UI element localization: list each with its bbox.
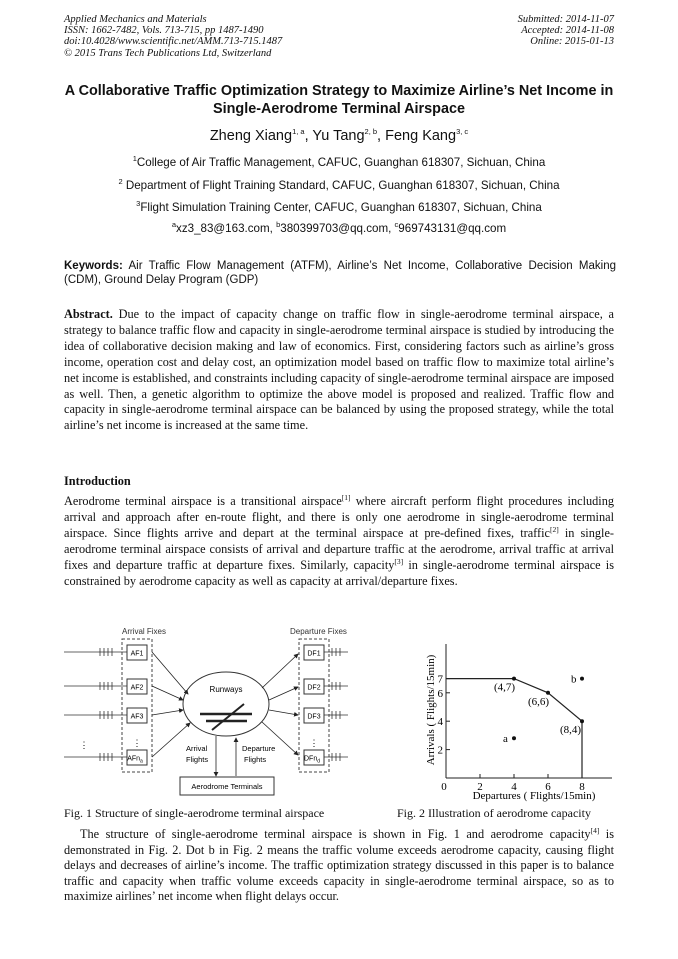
arrival-fix-box: [127, 645, 147, 660]
x-axis-label: Departures ( Flights/15min): [472, 790, 596, 802]
keywords: [64, 259, 616, 287]
email: xz3_83@163.com,: [176, 222, 277, 235]
arrival-fix-box: [127, 750, 147, 765]
email-sup: b: [276, 220, 281, 230]
departure-fix-label: DF1: [307, 650, 321, 658]
arrival-fix-label: AF2: [130, 684, 144, 692]
y-tick-label: 7: [437, 673, 443, 686]
author-sup: 2, b: [364, 127, 378, 137]
author-sup: 3, c: [456, 127, 469, 137]
online-date: Online: 2015-01-13: [530, 36, 614, 48]
departure-route-lines: [324, 648, 348, 761]
capacity-vertex: [546, 691, 550, 695]
author-name: Feng Kang: [385, 128, 457, 144]
y-axis-label: Arrivals ( Flights/15min): [425, 654, 437, 766]
departure-flights-label: Departure: [242, 744, 276, 753]
affiliation: [0, 201, 678, 214]
arrival-fix-label-text: AFn: [127, 755, 141, 763]
departure-flights-label: Flights: [244, 755, 267, 764]
email-list: [0, 222, 678, 235]
x-tick-label: 2: [477, 781, 483, 793]
affiliation: [0, 156, 678, 169]
figure-2-caption: Fig. 2 Illustration of aerodrome capacity: [397, 806, 591, 820]
runways-label: Runways: [209, 685, 243, 694]
author-list: Zheng Xiang$^{1, a}$, Yu Tang$^{2, b}$, Feng Kang$^{3, c}$: [209, 127, 469, 144]
arrival-fixes-label: Arrival Fixes: [122, 627, 167, 636]
keywords-label: Keywords:: [64, 260, 123, 272]
aerodrome-terminals-box: [180, 777, 274, 795]
arrival-fix-box: [127, 679, 147, 694]
intro-text: Aerodrome terminal airspace is a transitional airspace: [64, 494, 342, 508]
copyright: © 2015 Trans Tech Publications Ltd, Switzerland: [64, 47, 272, 59]
accepted-date: Accepted: 2014-11-08: [521, 25, 614, 37]
body-text: The structure of single-aerodrome terminal airspace is shown in Fig. 1 and aerodrome capacity: [80, 827, 591, 841]
intro-text: where aircraft perform flight procedures including arrival and approach after en-route flight, and there is only one aerodrome in single-aerodrome terminal airspace. Since flights arrive and depart at the terminal airspace at pre-defined fixes, traffic: [64, 494, 614, 540]
x-tick-label: 4: [511, 781, 517, 793]
issn: ISSN: 1662-7482, Vols. 713-715, pp 1487-1490: [64, 25, 264, 37]
body-text: is demonstrated in Fig. 2. Dot b in Fig. 2 means the traffic volume exceeds aerodrome capacity, causing flight delays and decreases of airline’s income. The traffic optimization strategy discussed in this paper is to balance traffic and capacity when traffic volume exceeds capacity in single-aerodrome terminal airspace, so as to maximize airlines’ net income when flight delays occur.: [64, 827, 614, 904]
traffic-point-label: a: [503, 733, 508, 746]
affiliation-text: College of Air Traffic Management, CAFUC, Guanghan 618307, Sichuan, China: [136, 156, 546, 169]
section-heading: Introduction: [64, 474, 131, 488]
departure-fix-label-text: DFn: [303, 755, 318, 763]
author-sup: 1, a: [292, 127, 305, 137]
departure-fix-subscript: d: [317, 758, 321, 765]
citation: [1]: [341, 492, 351, 502]
x-tick-label: 0: [441, 781, 447, 793]
author-name: Yu Tang: [312, 128, 365, 144]
body-paragraph: [64, 827, 614, 905]
figure-1-caption: Fig. 1 Structure of single-aerodrome terminal airspace: [64, 806, 325, 820]
ellipsis: ⋮: [132, 738, 142, 748]
capacity-vertex: [580, 719, 584, 723]
aerodrome-terminals-label: Aerodrome Terminals: [191, 782, 263, 791]
runways-ellipse: [183, 672, 269, 736]
capacity-vertex: [512, 677, 516, 681]
arrival-flights-label: Arrival: [186, 744, 208, 753]
vertex-label: (4,7): [494, 681, 516, 694]
author-name: Zheng Xiang: [209, 128, 293, 144]
figure-1-diagram: [64, 626, 348, 802]
traffic-point-a: [512, 736, 516, 740]
ellipsis: ⋮: [309, 738, 319, 748]
citation: [2]: [550, 524, 559, 534]
arrival-fix-label: AF3: [130, 713, 144, 721]
paper-title: A Collaborative Traffic Optimization Strategy to Maximize Airline’s Net Income in Single-Aerodrome Terminal Airspace: [64, 83, 614, 117]
arrival-fix-label: AF1: [130, 650, 144, 658]
citation: [3]: [394, 556, 404, 566]
keywords-text: Air Traffic Flow Management (ATFM), Airline’s Net Income, Collaborative Decision Making (CDM), Ground Delay Program (GDP): [64, 260, 616, 286]
traffic-point-label: b: [571, 673, 577, 686]
x-tick-label: 8: [579, 781, 585, 793]
abstract-label: Abstract.: [64, 307, 113, 321]
departure-fix-label: DF3: [307, 713, 321, 721]
arrival-flights-label: Flights: [186, 755, 209, 764]
abstract-text: Due to the impact of capacity change on traffic flow in single-aerodrome terminal airspace, a strategy to balance traffic flow and capacity in single-aerodrome terminal airspace is studied by introducing the idea of collaborative decision making and law of economics. First, considering factors such as airline’s gross income, operation cost and delay cost, an optimization model based on traffic flow to maximize total airline’s net income is established, and constraints including capacity of single-aerodrome terminal airspace are imposed as well. Then, a genetic algorithm to optimize the above model is proposed and realized. Traffic flow and capacity in single-aerodrome terminal airspace can be balanced by using the proposed strategy, while the total airline’s net income is increased at the same time.: [64, 307, 614, 433]
affiliation: [0, 179, 678, 192]
terminal-flows: [216, 736, 236, 776]
journal-name: Applied Mechanics and Materials: [64, 14, 207, 25]
departure-fix-box: [304, 679, 324, 694]
email: 380399703@qq.com,: [280, 222, 395, 235]
affiliation-sup: 2: [118, 177, 123, 187]
departure-fixes-label: Departure Fixes: [290, 627, 347, 636]
y-tick-label: 2: [437, 744, 443, 757]
dates-header: [518, 14, 614, 48]
chart-axes: [446, 644, 612, 778]
ellipsis: ⋮: [79, 740, 89, 750]
arrival-route-lines: [64, 648, 127, 761]
x-tick-label: 6: [545, 781, 551, 793]
vertex-label: (8,4): [560, 724, 582, 737]
submitted-date: Submitted: 2014-11-07: [517, 14, 614, 25]
departure-fix-label: DF2: [307, 684, 321, 692]
affiliation-sup: 3: [136, 199, 141, 209]
introduction-paragraph: [64, 493, 614, 589]
traffic-point-b: [580, 677, 584, 681]
arrival-fix-subscript: a: [140, 758, 143, 765]
y-tick-label: 6: [437, 687, 443, 700]
departure-fix-box: [304, 645, 324, 660]
vertex-label: (6,6): [528, 695, 550, 708]
affiliation-text: Flight Simulation Training Center, CAFUC, Guanghan 618307, Sichuan, China: [140, 201, 542, 214]
figure-2-chart: [422, 640, 618, 804]
email: 969743131@qq.com: [398, 222, 507, 235]
arrival-fix-box: [127, 708, 147, 723]
intro-text: in single-aerodrome terminal airspace is constrained by aerodrome capacity as well as capacity at arrival/departure fixes.: [64, 558, 614, 588]
departure-fix-box: [304, 750, 324, 765]
departure-fix-box: [304, 708, 324, 723]
email-sup: c: [394, 220, 399, 230]
journal-header: [64, 14, 282, 59]
abstract: [64, 307, 614, 434]
intro-text: in single-aerodrome terminal airspace consists of arrival and departure traffic at the aerodrome, arrival traffic at arrival fixes and departure traffic at departure fixes. Similarly, capacity: [64, 526, 614, 572]
affiliation-sup: 1: [132, 154, 137, 164]
email-sup: a: [171, 220, 177, 230]
doi: doi:10.4028/www.scientific.net/AMM.713-715.1487: [64, 36, 283, 48]
citation: [4]: [590, 825, 600, 835]
y-tick-label: 4: [437, 716, 443, 729]
affiliation-text: Department of Flight Training Standard, CAFUC, Guanghan 618307, Sichuan, China: [122, 179, 560, 192]
